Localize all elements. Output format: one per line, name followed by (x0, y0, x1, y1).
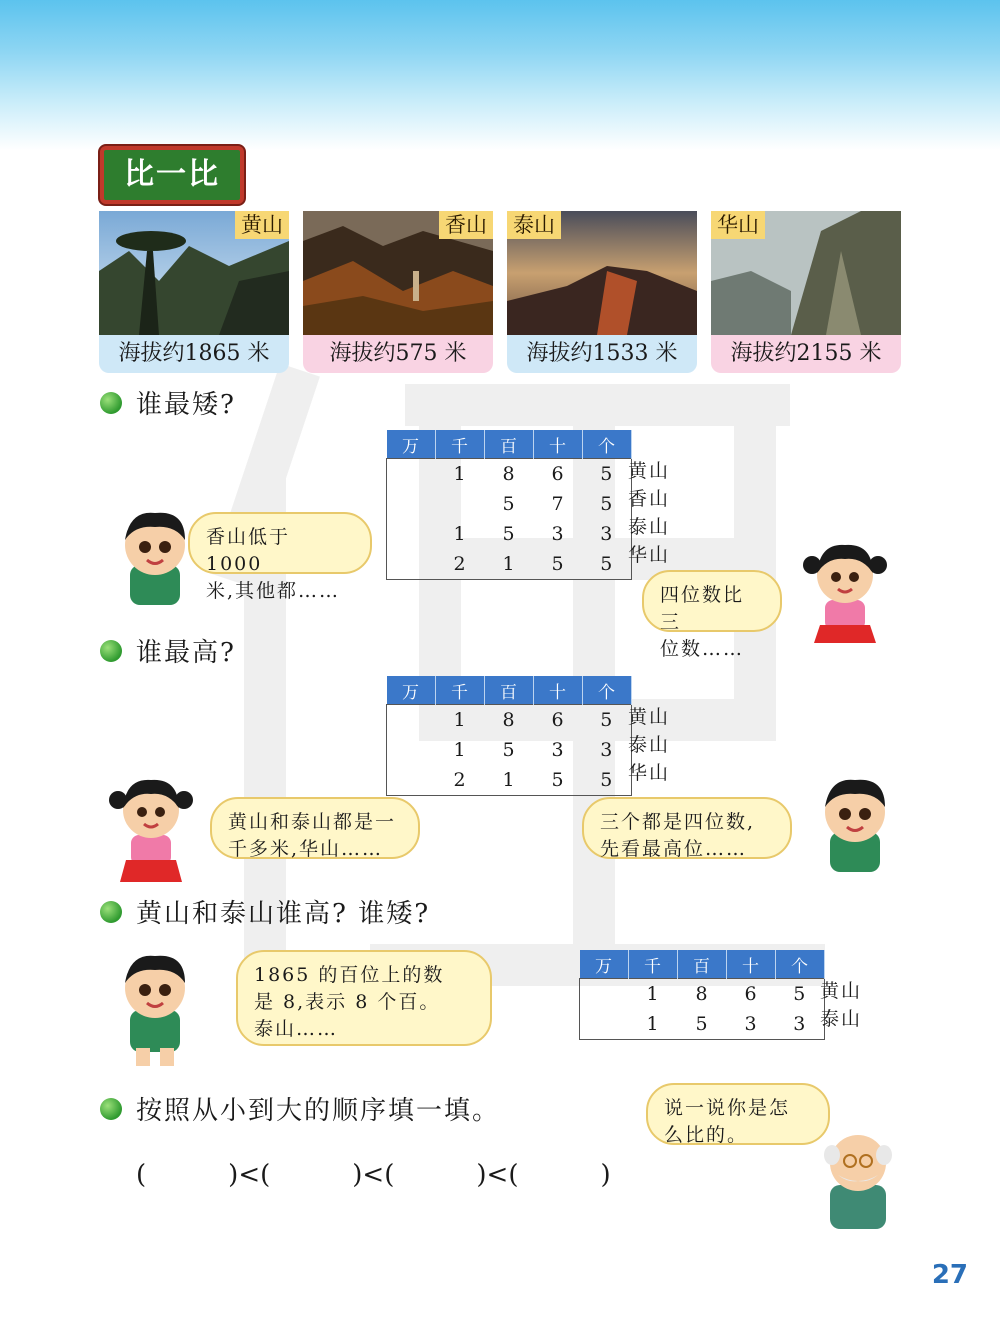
bubble-line: 黄山和泰山都是一 (228, 811, 397, 833)
col-header: 百 (484, 676, 533, 705)
digit-cell: 8 (502, 463, 515, 485)
bubble-line: 1865 的百位上的数 (254, 964, 445, 986)
bubble-line: 位数…… (660, 638, 745, 660)
digit-cell: 1 (453, 463, 466, 485)
digit-cell: 1 (646, 1013, 659, 1035)
row-labels-2 (628, 703, 670, 787)
col-header: 千 (435, 676, 484, 705)
question-text: 谁最高? (136, 638, 236, 668)
digit-cell: 5 (600, 709, 613, 731)
digit-cell: 8 (502, 709, 515, 731)
answer-blank-1[interactable] (146, 1160, 228, 1190)
mountain-name: 黄山 (235, 211, 289, 239)
page-number: 27 (931, 1260, 968, 1290)
row-label: 泰山 (628, 734, 671, 756)
question-tallest (100, 632, 236, 669)
bubble-line: 说一说你是怎 (664, 1097, 791, 1119)
altitude-label: 海拔约1533 米 (507, 335, 697, 373)
mountain-name: 香山 (439, 211, 493, 239)
blank-open: ( (384, 1160, 395, 1190)
row-label: 黄山 (628, 706, 671, 728)
answer-blank-2[interactable] (270, 1160, 352, 1190)
mountain-photo (303, 211, 493, 335)
row-labels-1 (628, 457, 670, 569)
col-header: 个 (582, 676, 631, 705)
answer-blank-3[interactable] (394, 1160, 476, 1190)
row-label: 华山 (628, 762, 671, 784)
digit-cell (435, 489, 484, 519)
digit-cell: 7 (551, 493, 564, 515)
place-value-table-3 (579, 950, 825, 1040)
digit-cell: 1 (453, 739, 466, 761)
mountain-card-taishan (507, 211, 697, 373)
bubble-line: 泰山…… (254, 1018, 339, 1040)
altitude-label: 海拔约575 米 (303, 335, 493, 373)
speech-bubble-boy-3 (236, 950, 492, 1046)
mountain-name: 泰山 (507, 211, 561, 239)
row-label: 泰山 (820, 1008, 863, 1030)
mountain-card-xiangshan (303, 211, 493, 373)
digit-cell: 3 (793, 1013, 806, 1035)
digit-cell (580, 979, 629, 1010)
digit-cell: 5 (502, 523, 515, 545)
digit-cell (387, 519, 436, 549)
digit-cell (387, 735, 436, 765)
blank-close: ) (228, 1160, 239, 1190)
digit-cell: 5 (600, 493, 613, 515)
digit-cell: 3 (551, 739, 564, 761)
bullet-dot-icon (100, 640, 122, 662)
digit-cell: 3 (600, 739, 613, 761)
row-label: 香山 (628, 488, 671, 510)
boy-character-icon (100, 948, 210, 1068)
bubble-line: 香山低于 1000 (206, 526, 291, 575)
digit-cell: 3 (744, 1013, 757, 1035)
speech-bubble-grandpa (646, 1083, 830, 1145)
digit-cell: 6 (551, 463, 564, 485)
table-row (387, 765, 632, 796)
blank-open: ( (508, 1160, 519, 1190)
blank-open: ( (136, 1160, 147, 1190)
mountain-photo (711, 211, 901, 335)
col-header: 十 (533, 676, 582, 705)
digit-cell: 5 (551, 553, 564, 575)
question-text: 黄山和泰山谁高? 谁矮? (136, 899, 431, 929)
digit-cell (387, 489, 436, 519)
table-row (387, 549, 632, 580)
digit-cell: 8 (695, 983, 708, 1005)
bullet-dot-icon (100, 392, 122, 414)
digit-cell (387, 549, 436, 580)
digit-cell: 5 (600, 553, 613, 575)
col-header: 个 (775, 950, 824, 979)
question-ordering (100, 1090, 500, 1127)
table-row (387, 735, 632, 765)
bubble-line: 三个都是四位数, (600, 811, 756, 833)
digit-cell: 5 (600, 463, 613, 485)
mountain-card-huangshan (99, 211, 289, 373)
sky-banner (0, 0, 1000, 150)
less-than-sign: < (486, 1160, 509, 1190)
altitude-label: 海拔约2155 米 (711, 335, 901, 373)
digit-cell: 5 (502, 493, 515, 515)
table-row (387, 489, 632, 519)
digit-cell (387, 705, 436, 736)
table-row (387, 459, 632, 490)
bubble-line: 是 8,表示 8 个百。 (254, 991, 441, 1013)
speech-bubble-girl-1 (642, 570, 782, 660)
row-label: 黄山 (628, 460, 671, 482)
less-than-sign: < (362, 1160, 385, 1190)
digit-cell: 5 (793, 983, 806, 1005)
grandpa-character-icon (808, 1125, 908, 1230)
row-label: 华山 (628, 544, 671, 566)
mountain-card-huashan (711, 211, 901, 373)
question-compare-two (100, 893, 430, 930)
less-than-sign: < (238, 1160, 261, 1190)
bullet-dot-icon (100, 901, 122, 923)
bubble-line: 米,其他都…… (206, 580, 341, 602)
answer-blank-4[interactable] (518, 1160, 600, 1190)
digit-cell: 6 (551, 709, 564, 731)
blank-close: ) (352, 1160, 363, 1190)
mountain-name: 华山 (711, 211, 765, 239)
digit-cell: 3 (600, 523, 613, 545)
question-text: 按照从小到大的顺序填一填。 (136, 1096, 501, 1126)
digit-cell: 2 (453, 553, 466, 575)
bubble-line: 四位数比三 (660, 584, 745, 633)
digit-cell: 2 (453, 769, 466, 791)
section-title-badge: 比一比 (100, 146, 244, 204)
question-text: 谁最矮? (136, 390, 236, 420)
ordering-blanks (136, 1160, 611, 1190)
col-header: 十 (726, 950, 775, 979)
table-row (387, 519, 632, 549)
speech-bubble-girl-2 (210, 797, 420, 859)
bubble-line: 先看最高位…… (600, 838, 748, 860)
digit-cell (580, 1009, 629, 1040)
speech-bubble-boy-1 (188, 512, 372, 602)
place-value-table-1 (386, 430, 632, 580)
table-row (580, 1009, 825, 1040)
digit-cell (387, 765, 436, 796)
table-row (580, 979, 825, 1010)
digit-cell: 5 (695, 1013, 708, 1035)
row-labels-3 (820, 977, 862, 1033)
col-header: 千 (435, 430, 484, 459)
bullet-dot-icon (100, 1098, 122, 1120)
place-value-table-2 (386, 676, 632, 796)
row-label: 泰山 (628, 516, 671, 538)
digit-cell (387, 459, 436, 490)
blank-close: ) (600, 1160, 611, 1190)
altitude-label: 海拔约1865 米 (99, 335, 289, 373)
digit-cell: 5 (551, 769, 564, 791)
speech-bubble-boy-2 (582, 797, 792, 859)
girl-character-icon (790, 535, 900, 645)
digit-cell: 5 (600, 769, 613, 791)
col-header: 十 (533, 430, 582, 459)
digit-cell: 1 (502, 769, 515, 791)
col-header: 万 (387, 676, 436, 705)
digit-cell: 1 (646, 983, 659, 1005)
col-header: 个 (582, 430, 631, 459)
col-header: 千 (628, 950, 677, 979)
bubble-line: 千多米,华山…… (228, 838, 384, 860)
digit-cell: 1 (453, 709, 466, 731)
mountain-photo (507, 211, 697, 335)
boy-character-icon (800, 772, 910, 882)
digit-cell: 6 (744, 983, 757, 1005)
col-header: 百 (677, 950, 726, 979)
bubble-line: 么比的。 (664, 1124, 749, 1146)
blank-open: ( (260, 1160, 271, 1190)
digit-cell: 1 (453, 523, 466, 545)
mountain-photo (99, 211, 289, 335)
row-label: 黄山 (820, 980, 863, 1002)
col-header: 万 (387, 430, 436, 459)
digit-cell: 3 (551, 523, 564, 545)
question-shortest (100, 384, 236, 421)
blank-close: ) (476, 1160, 487, 1190)
digit-cell: 1 (502, 553, 515, 575)
digit-cell: 5 (502, 739, 515, 761)
col-header: 百 (484, 430, 533, 459)
girl-character-icon (96, 770, 206, 885)
table-row (387, 705, 632, 736)
col-header: 万 (580, 950, 629, 979)
